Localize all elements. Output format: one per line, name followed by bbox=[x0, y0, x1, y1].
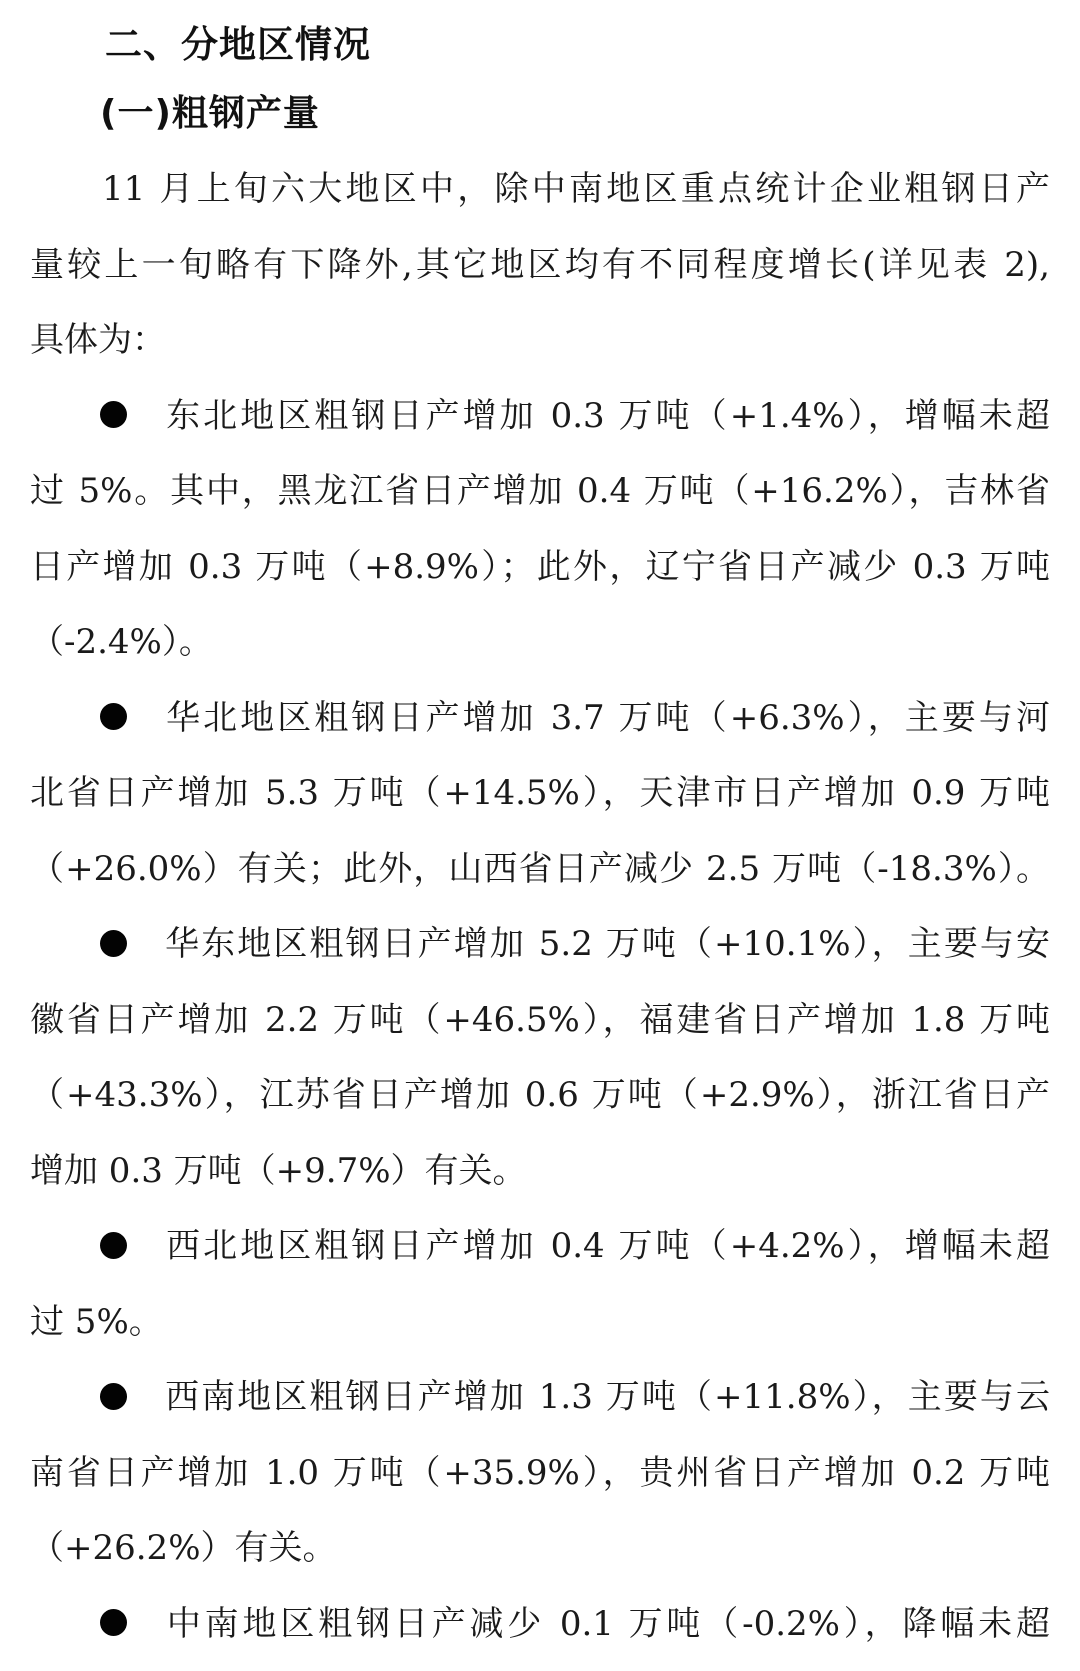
line-text: （-2.4%）。 bbox=[30, 622, 213, 662]
paragraph-line bbox=[30, 1511, 1050, 1587]
line-text: （+26.0%）有关；此外，山西省日产减少 2.5 万吨（-18.3%）。 bbox=[30, 848, 1050, 889]
line-text: 中南地区粗钢日产减少 0.1 万吨（-0.2%），降幅未超 bbox=[163, 1603, 1050, 1644]
bullet-icon bbox=[100, 401, 127, 428]
line-text: 日产增加 0.3 万吨（+8.9%）；此外，辽宁省日产减少 0.3 万吨 bbox=[30, 546, 1050, 587]
bullet-icon bbox=[100, 930, 127, 957]
paragraph-line bbox=[30, 756, 1050, 832]
paragraph-line bbox=[30, 1436, 1050, 1512]
paragraph-line bbox=[30, 832, 1050, 908]
bullet-icon bbox=[100, 1609, 127, 1636]
paragraph-line bbox=[30, 605, 1050, 681]
paragraph-line bbox=[30, 152, 1050, 228]
line-text: （+26.2%）有关。 bbox=[30, 1528, 337, 1568]
line-text: 西南地区粗钢日产增加 1.3 万吨（+11.8%），主要与云 bbox=[163, 1377, 1050, 1417]
bullet-item-southcentral bbox=[30, 1587, 1050, 1663]
bullet-icon bbox=[100, 703, 127, 730]
subsection-heading: (一)粗钢产量 bbox=[100, 93, 320, 134]
bullet-icon bbox=[100, 1232, 127, 1259]
line-text: 徽省日产增加 2.2 万吨（+46.5%），福建省日产增加 1.8 万吨 bbox=[30, 999, 1050, 1040]
paragraph-line bbox=[30, 228, 1050, 304]
bullet-item-north bbox=[30, 681, 1050, 757]
line-text: 具体为： bbox=[30, 320, 166, 360]
line-text: 增加 0.3 万吨（+9.7%）有关。 bbox=[30, 1150, 527, 1191]
line-text: 过 5%。 bbox=[30, 1301, 163, 1342]
line-text: 南省日产增加 1.0 万吨（+35.9%），贵州省日产增加 0.2 万吨 bbox=[30, 1452, 1050, 1493]
paragraph-line bbox=[30, 983, 1050, 1059]
section-heading: 二、分地区情况 bbox=[105, 23, 371, 66]
line-text: （+43.3%），江苏省日产增加 0.6 万吨（+2.9%），浙江省日产 bbox=[30, 1075, 1050, 1115]
bullet-item-northwest bbox=[30, 1209, 1050, 1285]
document-body bbox=[30, 152, 1050, 1662]
bullet-icon bbox=[100, 1383, 127, 1410]
bullet-item-east bbox=[30, 907, 1050, 983]
line-text: 华北地区粗钢日产增加 3.7 万吨（+6.3%），主要与河 bbox=[163, 697, 1050, 738]
paragraph-line bbox=[30, 1134, 1050, 1210]
bullet-item-northeast bbox=[30, 379, 1050, 455]
paragraph-line bbox=[30, 530, 1050, 606]
paragraph-line bbox=[30, 454, 1050, 530]
line-text: 北省日产增加 5.3 万吨（+14.5%），天津市日产增加 0.9 万吨 bbox=[30, 773, 1050, 813]
paragraph-line bbox=[30, 1058, 1050, 1134]
line-text: 东北地区粗钢日产增加 0.3 万吨（+1.4%），增幅未超 bbox=[163, 395, 1050, 436]
line-text: 量较上一旬略有下降外,其它地区均有不同程度增长(详见表 2), bbox=[30, 244, 1050, 285]
line-text: 华东地区粗钢日产增加 5.2 万吨（+10.1%），主要与安 bbox=[163, 924, 1050, 964]
paragraph-line bbox=[30, 1285, 1050, 1361]
line-text: 11 月上旬六大地区中，除中南地区重点统计企业粗钢日产 bbox=[102, 169, 1050, 209]
line-text: 过 5%。其中，黑龙江省日产增加 0.4 万吨（+16.2%），吉林省 bbox=[30, 471, 1050, 511]
paragraph-line bbox=[30, 303, 1050, 379]
line-text: 西北地区粗钢日产增加 0.4 万吨（+4.2%），增幅未超 bbox=[163, 1226, 1050, 1266]
bullet-item-southwest bbox=[30, 1360, 1050, 1436]
